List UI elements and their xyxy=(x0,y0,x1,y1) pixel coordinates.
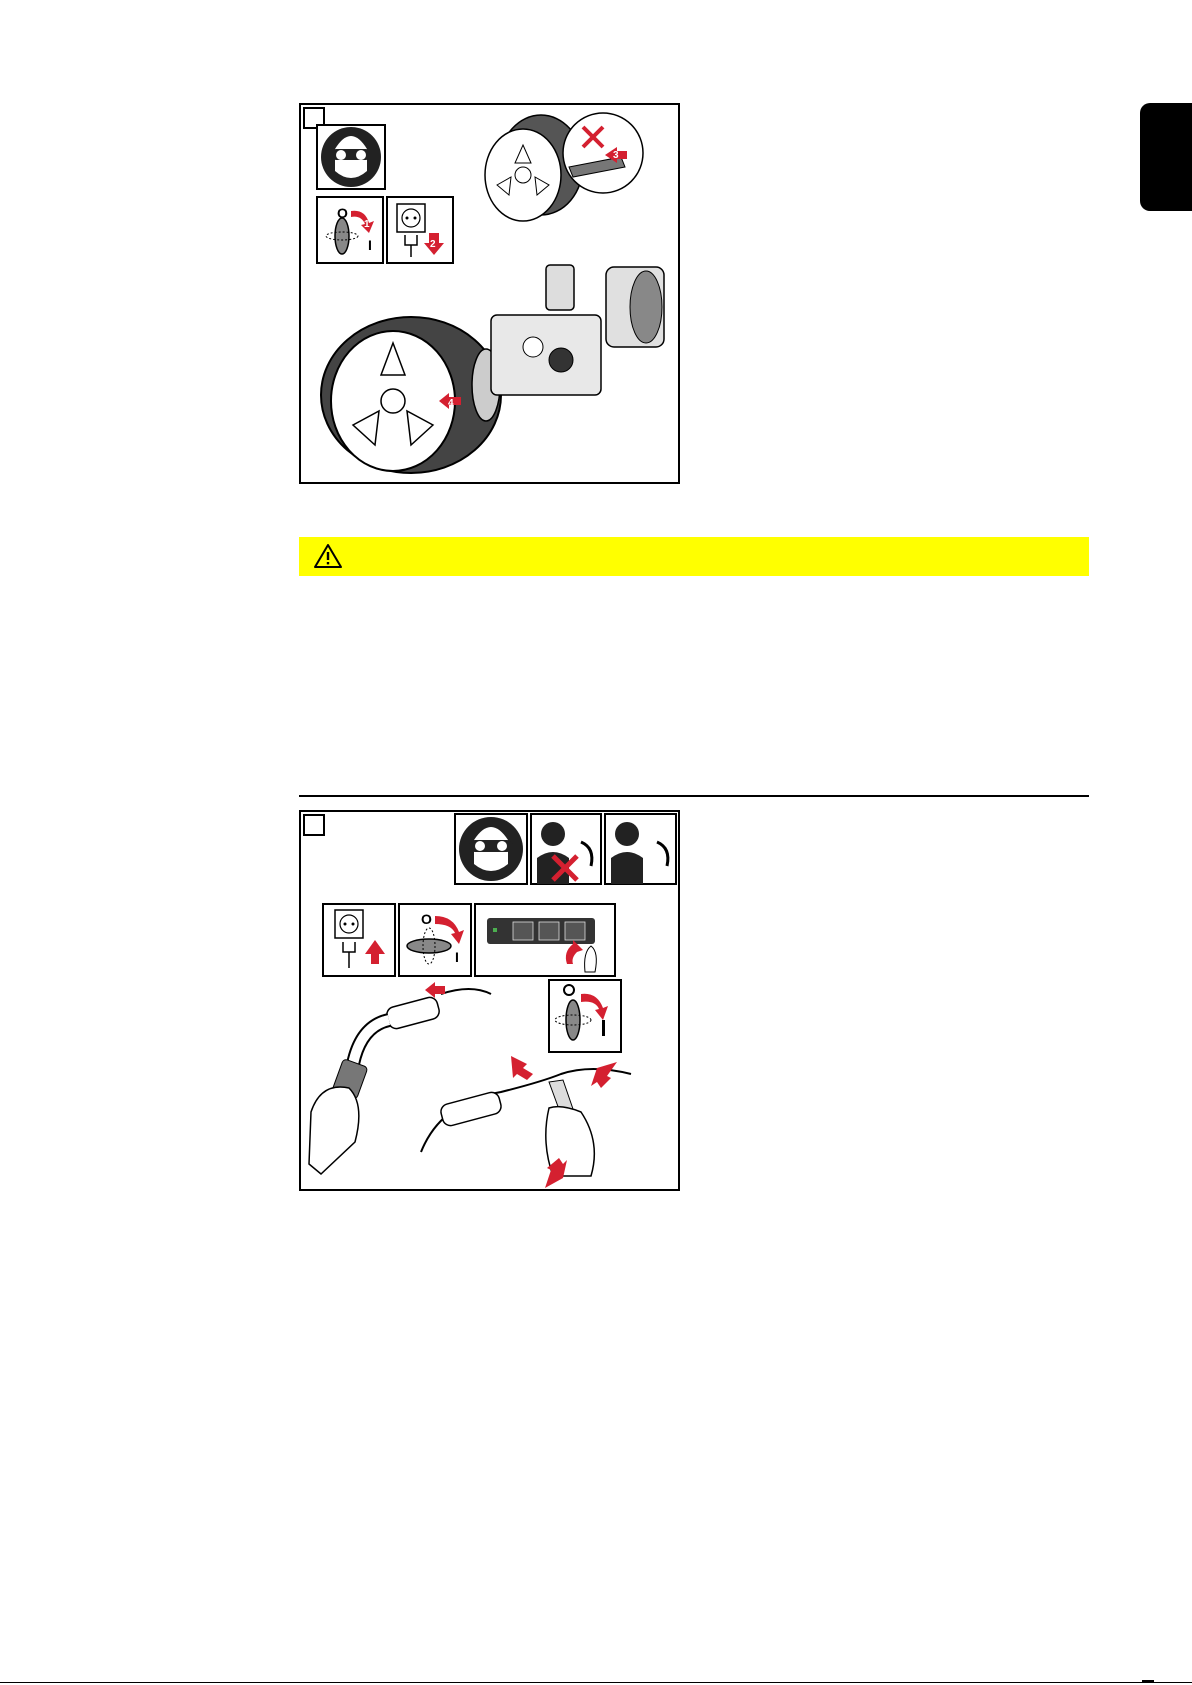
figure-wire-threading xyxy=(299,810,680,1191)
figure-wire-spool-insertion xyxy=(299,103,680,484)
welding-torch-icon xyxy=(309,982,491,1174)
unplug-icon xyxy=(387,197,453,263)
wire-feeder-icon xyxy=(321,265,664,473)
caution-banner xyxy=(299,537,1089,576)
step-label: 4 xyxy=(448,398,454,409)
step-label: 1 xyxy=(364,219,370,230)
wire-cutter-icon xyxy=(421,1056,631,1188)
eye-protection-icon xyxy=(455,814,527,884)
no-hand-near-torch-icon xyxy=(531,814,601,884)
wire-spool-icon xyxy=(485,113,643,221)
control-panel-icon xyxy=(475,904,615,976)
hand-away-torch-icon xyxy=(605,814,676,884)
switch-off-icon xyxy=(317,197,383,263)
switch-on-label: I xyxy=(455,949,459,965)
switch-off-label: O xyxy=(421,911,432,927)
eye-protection-icon xyxy=(317,125,385,189)
switch-off-icon xyxy=(549,980,621,1052)
warning-triangle-icon xyxy=(313,543,343,569)
page-number-mark xyxy=(1142,1680,1154,1682)
step-label: 3 xyxy=(613,150,619,161)
language-tab xyxy=(1140,103,1192,211)
switch-on-label: I xyxy=(368,237,372,253)
step-label: 2 xyxy=(430,239,436,250)
plug-in-icon xyxy=(323,904,395,976)
section-divider xyxy=(299,795,1089,797)
switch-on-icon xyxy=(399,904,471,976)
switch-off-label: O xyxy=(337,205,348,221)
footer-rule xyxy=(0,1682,1192,1683)
